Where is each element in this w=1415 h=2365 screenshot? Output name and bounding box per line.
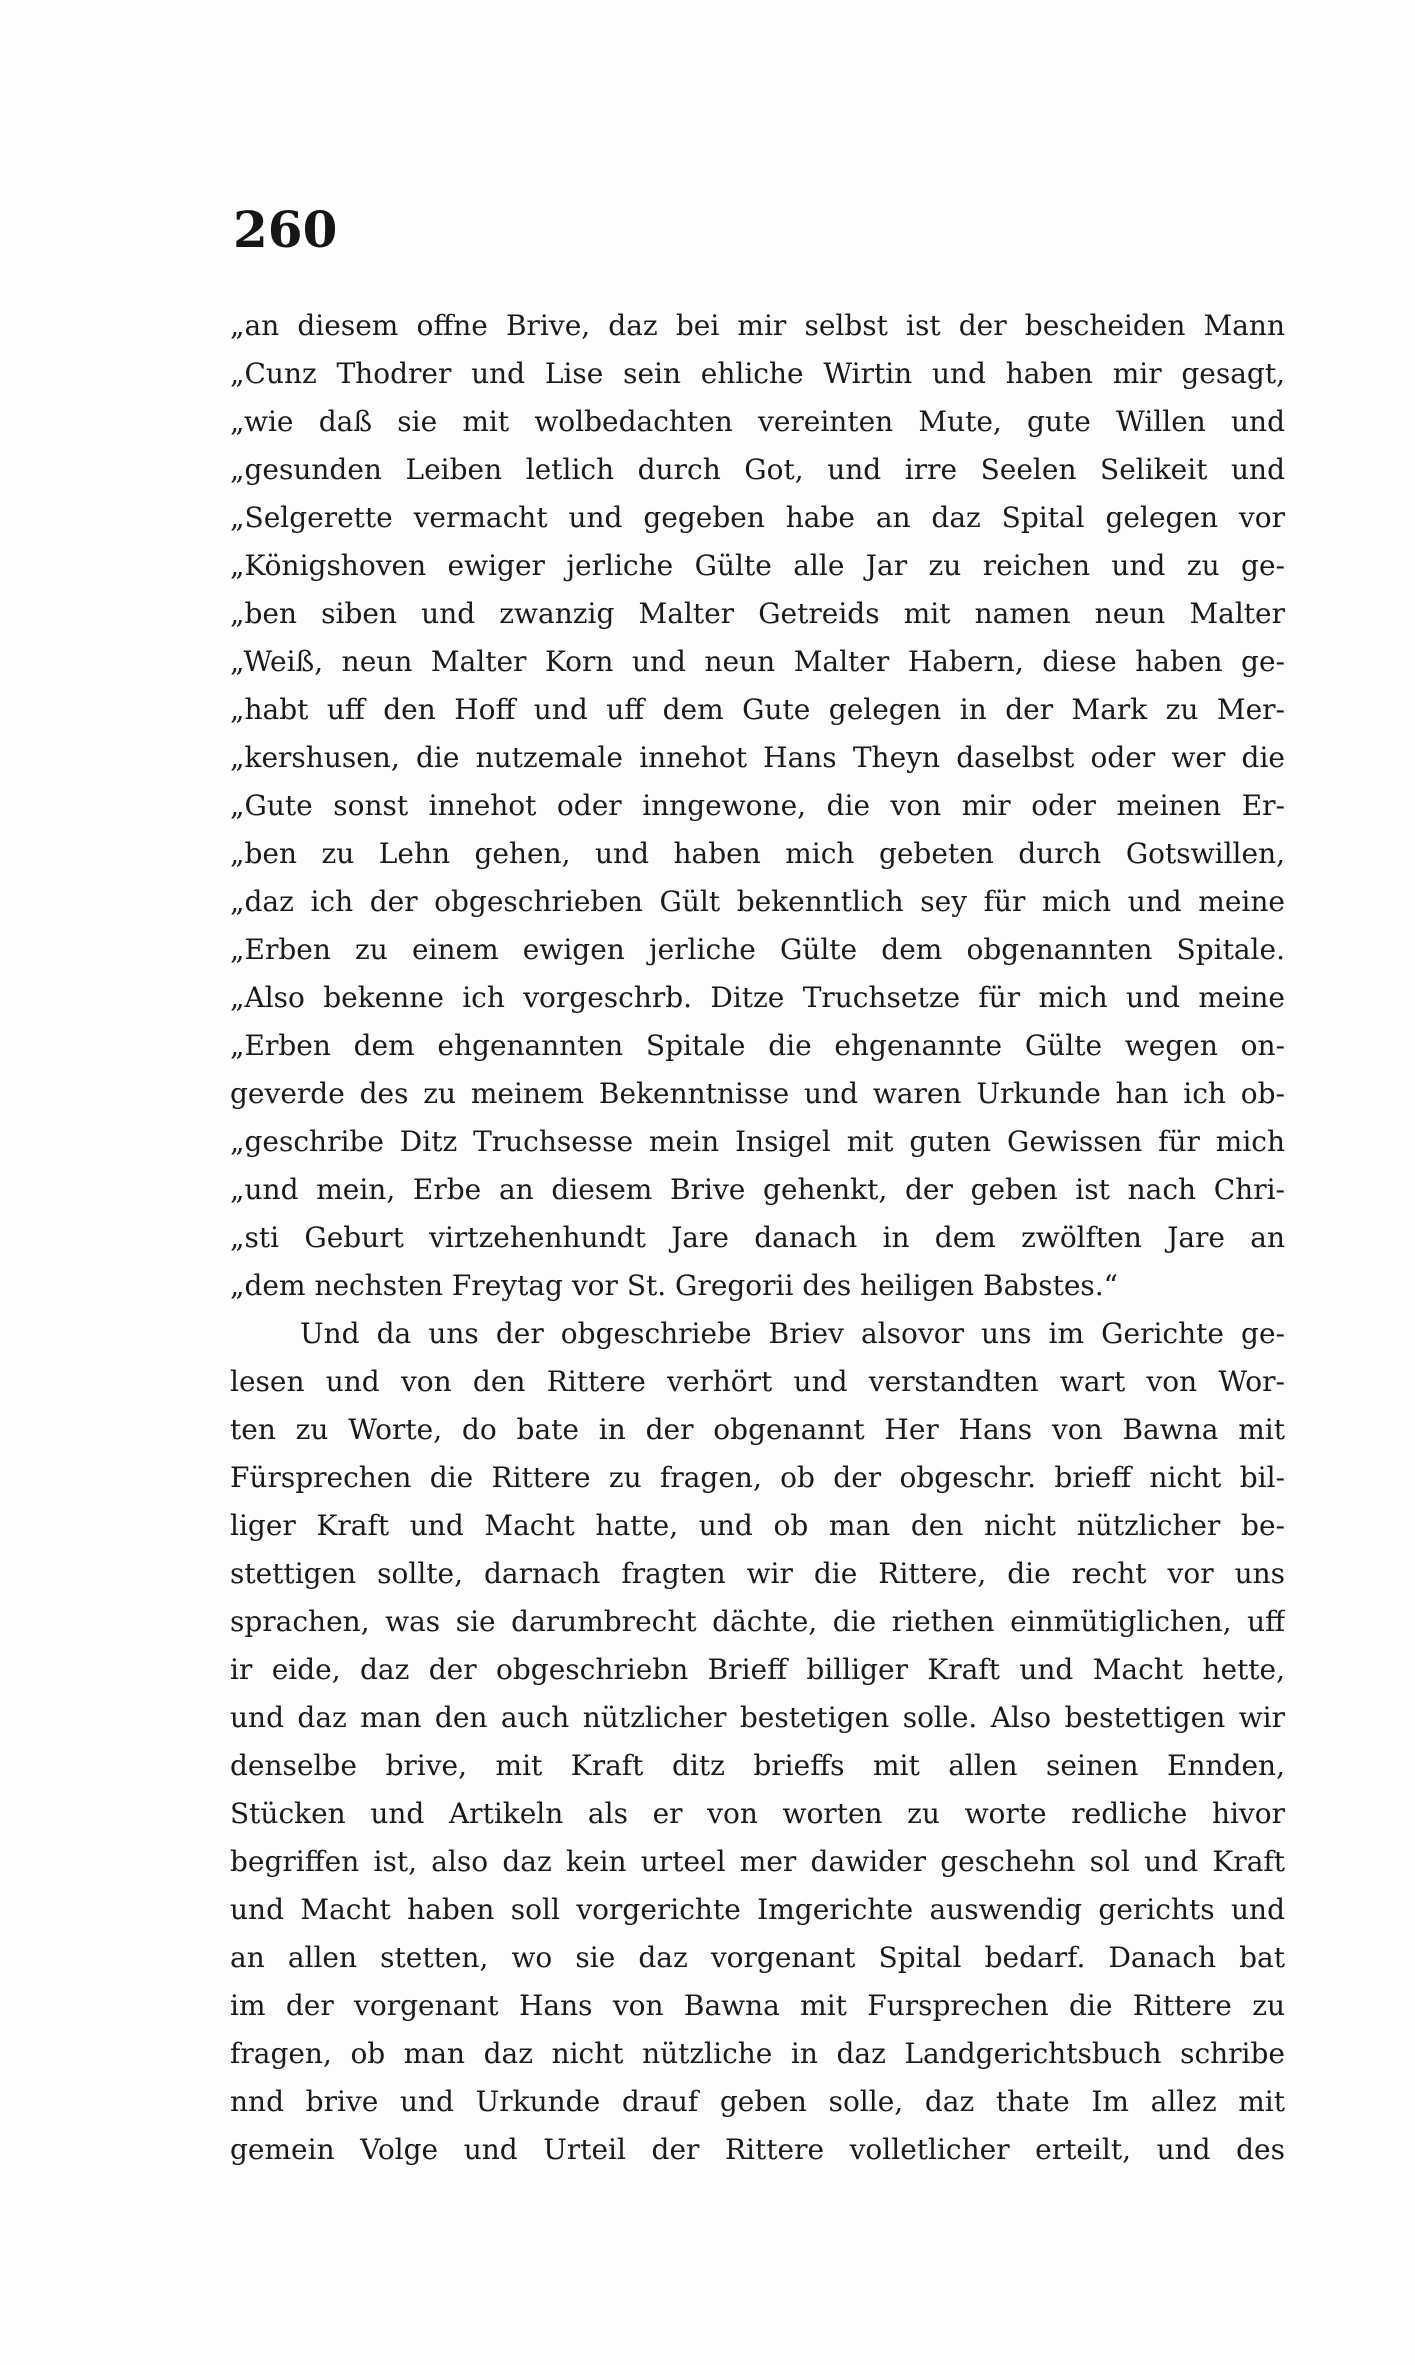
text-line: lesen und von den Rittere verhört und verstandten wart von Wor- <box>230 1365 1285 1398</box>
text-line: Stücken und Artikeln als er von worten zu worte redliche hivor <box>230 1797 1285 1830</box>
text-line: „kershusen, die nutzemale innehot Hans Theyn daselbst oder wer die <box>230 741 1285 774</box>
text-line: nnd brive und Urkunde drauf geben solle, daz thate Im allez mit <box>230 2085 1285 2118</box>
text-line: sprachen, was sie darumbrecht dächte, die riethen einmütiglichen, uff <box>230 1605 1285 1638</box>
text-line: begriffen ist, also daz kein urteel mer dawider geschehn sol und Kraft <box>230 1845 1285 1878</box>
text-line: „und mein, Erbe an diesem Brive gehenkt, der geben ist nach Chri- <box>230 1173 1285 1206</box>
text-line: Fürsprechen die Rittere zu fragen, ob der obgeschr. brieff nicht bil- <box>230 1461 1285 1494</box>
text-line: denselbe brive, mit Kraft ditz brieffs mit allen seinen Ennden, <box>230 1749 1285 1782</box>
text-line: „Selgerette vermacht und gegeben habe an daz Spital gelegen vor <box>230 501 1285 534</box>
text-line: „Weiß, neun Malter Korn und neun Malter Habern, diese haben ge- <box>230 645 1285 678</box>
text-line: an allen stetten, wo sie daz vorgenant Spital bedarf. Danach bat <box>230 1941 1285 1974</box>
text-line: und daz man den auch nützlicher bestetigen solle. Also bestettigen wir <box>230 1701 1285 1734</box>
text-line: „ben zu Lehn gehen, und haben mich gebeten durch Gotswillen, <box>230 837 1285 870</box>
text-line: im der vorgenant Hans von Bawna mit Fursprechen die Rittere zu <box>230 1989 1285 2022</box>
page-number: 260 <box>233 200 338 259</box>
body-text <box>230 302 1285 2174</box>
text-line: fragen, ob man daz nicht nützliche in daz Landgerichtsbuch schribe <box>230 2037 1285 2070</box>
text-line: liger Kraft und Macht hatte, und ob man den nicht nützlicher be- <box>230 1509 1285 1542</box>
text-line: stettigen sollte, darnach fragten wir die Rittere, die recht vor uns <box>230 1557 1285 1590</box>
text-line: „dem nechsten Freytag vor St. Gregorii des heiligen Babstes.“ <box>230 1269 1118 1302</box>
text-line: „Königshoven ewiger jerliche Gülte alle Jar zu reichen und zu ge- <box>230 549 1285 582</box>
text-line: „geschribe Ditz Truchsesse mein Insigel mit guten Gewissen für mich <box>230 1125 1285 1158</box>
text-line: „Also bekenne ich vorgeschrb. Ditze Truchsetze für mich und meine <box>230 981 1285 1014</box>
text-line: ten zu Worte, do bate in der obgenannt Her Hans von Bawna mit <box>230 1413 1285 1446</box>
text-line: ir eide, daz der obgeschriebn Brieff billiger Kraft und Macht hette, <box>230 1653 1285 1686</box>
text-line: geverde des zu meinem Bekenntnisse und waren Urkunde han ich ob- <box>230 1077 1285 1110</box>
text-line: „daz ich der obgeschrieben Gült bekenntlich sey für mich und meine <box>230 885 1285 918</box>
text-line: „Erben zu einem ewigen jerliche Gülte dem obgenannten Spitale. <box>230 933 1285 966</box>
text-line: „an diesem offne Brive, daz bei mir selbst ist der bescheiden Mann <box>230 309 1285 342</box>
text-line: „sti Geburt virtzehenhundt Jare danach in dem zwölften Jare an <box>230 1221 1285 1254</box>
text-line: „ben siben und zwanzig Malter Getreids mit namen neun Malter <box>230 597 1285 630</box>
text-line: gemein Volge und Urteil der Rittere volletlicher erteilt, und des <box>230 2133 1285 2166</box>
text-line: „gesunden Leiben letlich durch Got, und irre Seelen Selikeit und <box>230 453 1285 486</box>
text-line: „wie daß sie mit wolbedachten vereinten Mute, gute Willen und <box>230 405 1285 438</box>
text-line: „habt uff den Hoff und uff dem Gute gelegen in der Mark zu Mer- <box>230 693 1285 726</box>
text-line: Und da uns der obgeschriebe Briev alsovor uns im Gerichte ge- <box>300 1317 1285 1350</box>
text-line: „Erben dem ehgenannten Spitale die ehgenannte Gülte wegen on- <box>230 1029 1285 1062</box>
text-line: „Gute sonst innehot oder inngewone, die von mir oder meinen Er- <box>230 789 1285 822</box>
text-line: „Cunz Thodrer und Lise sein ehliche Wirtin und haben mir gesagt, <box>230 357 1285 390</box>
text-line: und Macht haben soll vorgerichte Imgerichte auswendig gerichts und <box>230 1893 1285 1926</box>
